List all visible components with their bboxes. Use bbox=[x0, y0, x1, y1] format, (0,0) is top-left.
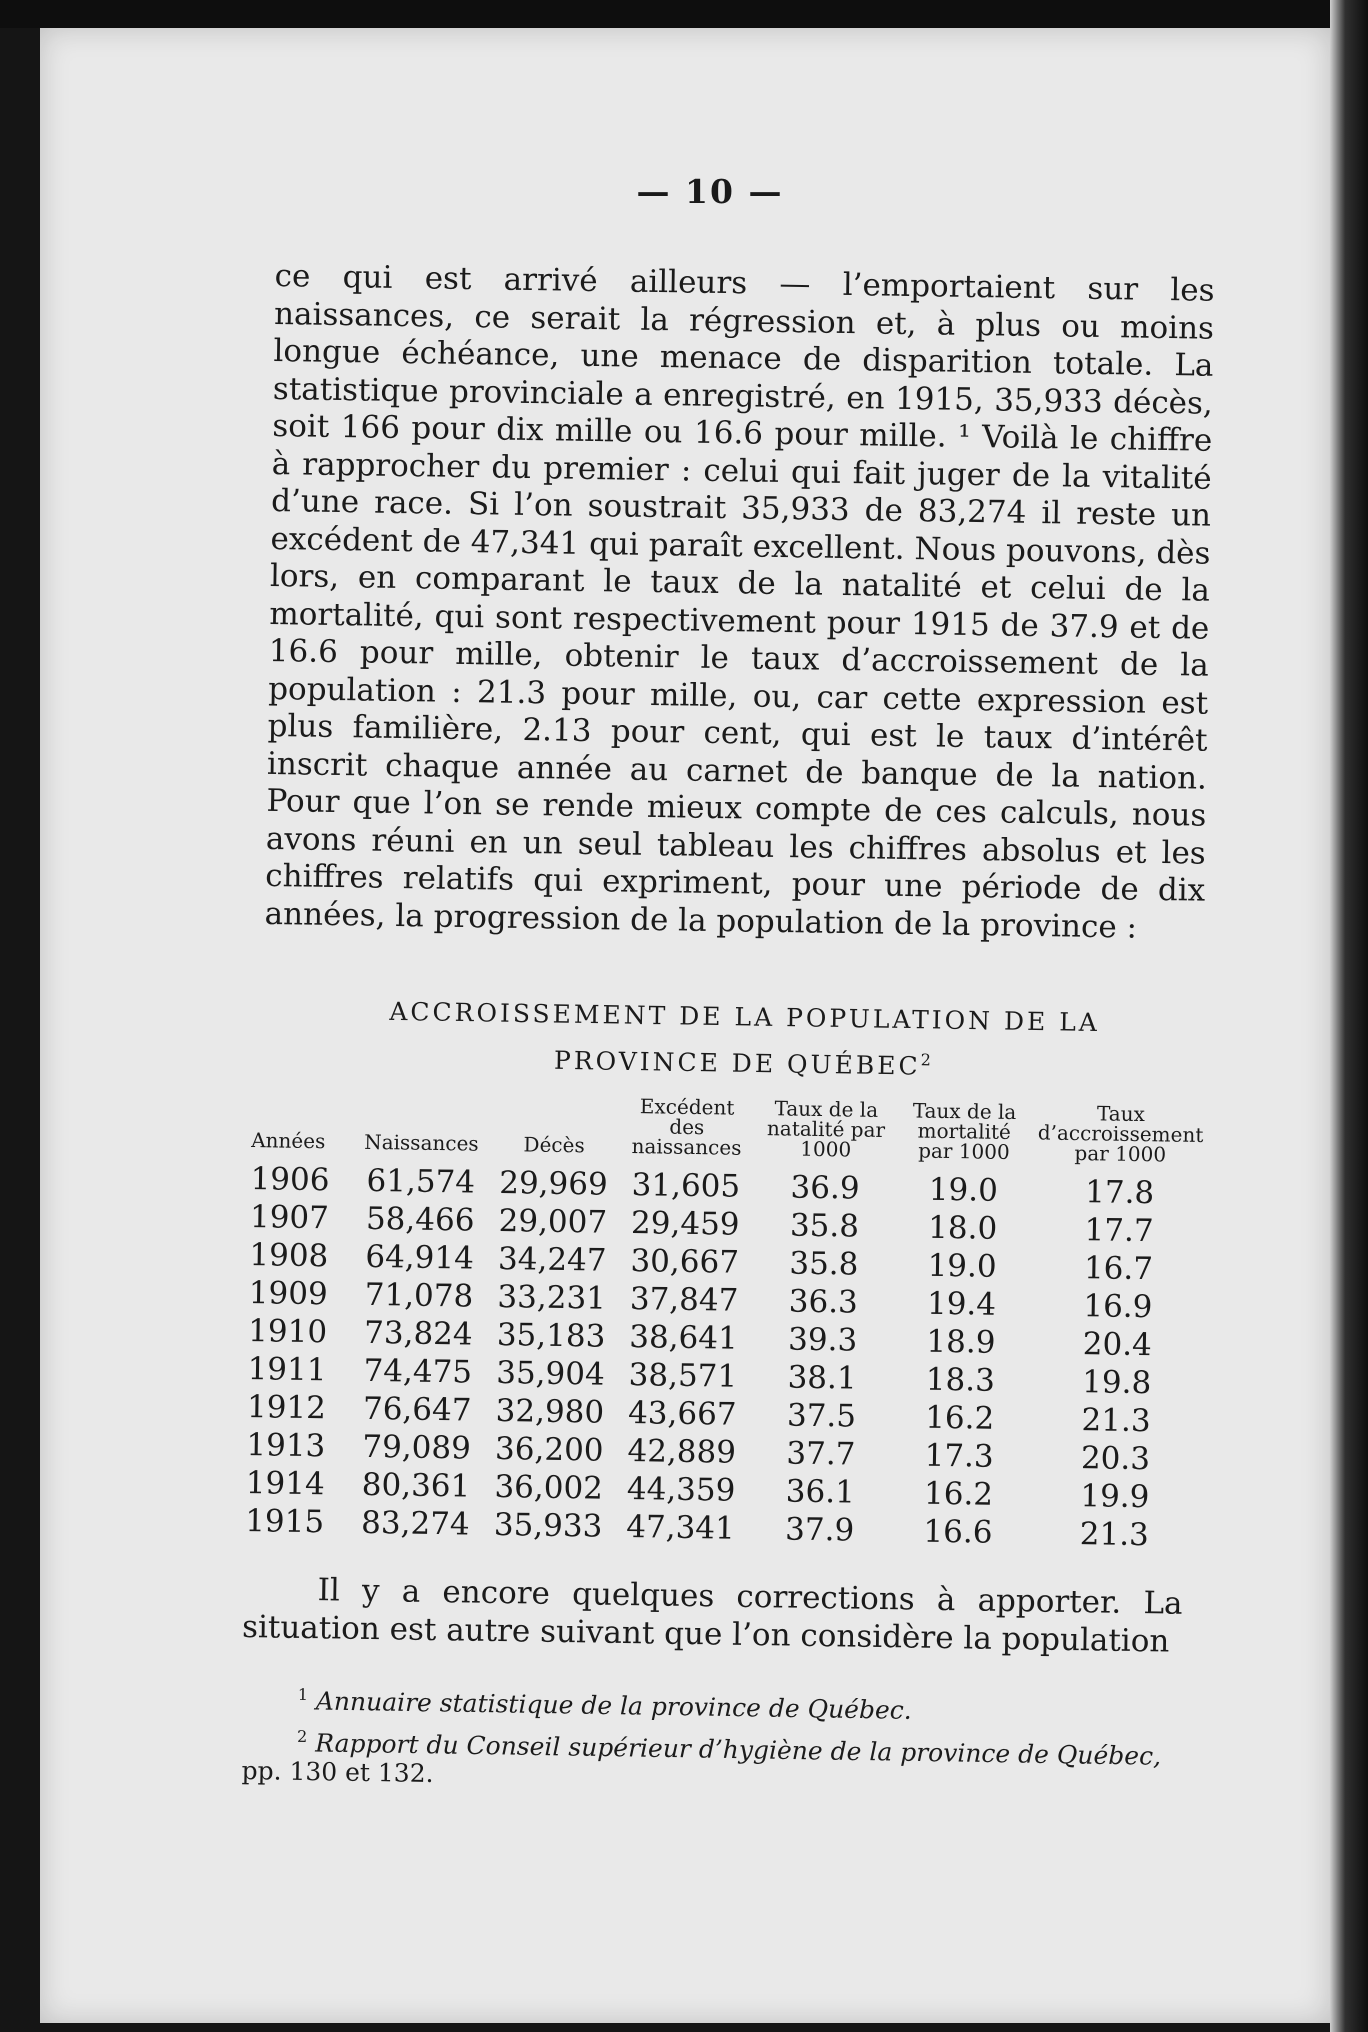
header-deces: Décès bbox=[523, 1132, 585, 1158]
table-cell: 1909 bbox=[248, 1275, 328, 1313]
table-cell: 47,341 bbox=[626, 1508, 736, 1547]
book-binding-edge bbox=[1330, 0, 1368, 2032]
table-cell: 58,466 bbox=[365, 1200, 475, 1239]
table-cell: 34,247 bbox=[497, 1240, 607, 1279]
table-cell: 80,361 bbox=[361, 1466, 471, 1505]
table-cell: 19.0 bbox=[928, 1171, 999, 1209]
population-table bbox=[241, 1090, 1208, 1555]
table-cell: 35,933 bbox=[493, 1506, 603, 1545]
header-mortalite: Taux de la mortalité par 1000 bbox=[912, 1098, 1017, 1164]
table-cell: 1906 bbox=[250, 1161, 330, 1199]
table-cell: 29,969 bbox=[498, 1164, 609, 1203]
table-cell: 31,605 bbox=[631, 1167, 741, 1205]
table-title-line1: ACCROISSEMENT DE LA POPULATION DE LA bbox=[389, 996, 1101, 1038]
table-cell: 17.3 bbox=[924, 1437, 994, 1475]
table-cell: 32,980 bbox=[495, 1392, 605, 1431]
table-title-line2: PROVINCE DE QUÉBEC bbox=[553, 1045, 921, 1081]
table-cell: 37.9 bbox=[784, 1511, 855, 1549]
table-cell: 19.8 bbox=[1081, 1364, 1152, 1402]
table-cell: 1911 bbox=[247, 1351, 327, 1389]
closing-paragraph: Il y a encore quelques corrections à apporter. La situation est autre suivant que l’on considère la population bbox=[241, 1572, 1183, 1660]
table-cell: 42,889 bbox=[627, 1433, 737, 1471]
table-cell: 73,824 bbox=[363, 1314, 473, 1353]
table-cell: 37,847 bbox=[629, 1281, 739, 1319]
table-cell: 20.4 bbox=[1082, 1326, 1153, 1364]
table-title bbox=[269, 990, 1220, 1091]
table-cell: 1907 bbox=[249, 1199, 330, 1237]
table-cell: 35.8 bbox=[789, 1207, 860, 1245]
table-cell: 43,667 bbox=[627, 1395, 737, 1433]
table-cell: 37.5 bbox=[786, 1397, 857, 1435]
table-cell: 83,274 bbox=[360, 1504, 470, 1543]
table-cell: 19.0 bbox=[927, 1247, 997, 1285]
table-cell: 36.9 bbox=[790, 1169, 860, 1207]
table-cell: 21.3 bbox=[1079, 1516, 1150, 1554]
table-cell: 19.4 bbox=[926, 1285, 997, 1323]
table-cell: 29,007 bbox=[498, 1202, 608, 1241]
table-cell: 1915 bbox=[244, 1503, 325, 1541]
table-cell: 79,089 bbox=[362, 1428, 472, 1467]
table-cell: 30,667 bbox=[630, 1243, 740, 1281]
table-cell: 16.2 bbox=[924, 1399, 995, 1437]
table-cell: 1914 bbox=[245, 1465, 326, 1503]
scan-top-edge bbox=[0, 0, 1368, 28]
table-cell: 18.3 bbox=[925, 1361, 996, 1399]
table-cell: 18.9 bbox=[926, 1323, 996, 1361]
table-cell: 1908 bbox=[249, 1237, 329, 1275]
table-cell: 1913 bbox=[246, 1427, 326, 1465]
table-cell: 36,200 bbox=[494, 1430, 604, 1469]
header-naissances: Naissances bbox=[364, 1129, 479, 1156]
header-excedent: Excédent des naissances bbox=[631, 1094, 742, 1160]
table-cell: 19.9 bbox=[1080, 1478, 1150, 1516]
table-cell: 38,641 bbox=[629, 1319, 739, 1357]
footnote-text: Annuaire statistique de la province de Québec. bbox=[315, 1686, 912, 1725]
table-cell: 16.2 bbox=[923, 1475, 994, 1513]
table-cell: 74,475 bbox=[363, 1352, 473, 1391]
table-cell: 36,002 bbox=[494, 1468, 604, 1507]
table-cell: 16.9 bbox=[1083, 1288, 1153, 1326]
footnote-tail: pp. 130 et 132. bbox=[241, 1755, 434, 1788]
table-cell: 35,904 bbox=[495, 1354, 606, 1393]
table-title-footnote-ref: 2 bbox=[920, 1050, 935, 1070]
table-cell: 44,359 bbox=[626, 1471, 736, 1509]
table-cell: 37.7 bbox=[786, 1435, 856, 1473]
table-cell: 35,183 bbox=[496, 1316, 606, 1355]
table-cell: 18.0 bbox=[927, 1209, 998, 1247]
page-number: — 10 — bbox=[636, 172, 784, 211]
table-cell: 38.1 bbox=[787, 1359, 857, 1397]
table-cell: 17.7 bbox=[1084, 1212, 1154, 1250]
table-cell: 20.3 bbox=[1080, 1440, 1151, 1478]
table-cell: 21.3 bbox=[1081, 1402, 1151, 1440]
table-cell: 36.1 bbox=[785, 1473, 856, 1511]
table-cell: 76,647 bbox=[362, 1390, 472, 1429]
table-cell: 39.3 bbox=[787, 1321, 858, 1359]
table-cell: 36.3 bbox=[788, 1283, 859, 1321]
table-cell: 71,078 bbox=[364, 1276, 474, 1315]
table-cell: 29,459 bbox=[630, 1205, 740, 1243]
table-cell: 16.7 bbox=[1083, 1250, 1154, 1288]
table-cell: 38,571 bbox=[628, 1357, 738, 1395]
footnotes bbox=[241, 1680, 1183, 1807]
header-natalite: Taux de la natalité par 1000 bbox=[766, 1096, 886, 1162]
table-cell: 35.8 bbox=[789, 1245, 859, 1283]
table-cell: 1910 bbox=[247, 1313, 328, 1351]
footnote-number: 1 bbox=[297, 1684, 309, 1705]
table-cell: 64,914 bbox=[365, 1238, 475, 1277]
header-annees: Années bbox=[251, 1128, 326, 1154]
body-paragraph: ce qui est arrivé ailleurs — l’emportaient sur les naissances, ce serait la régression et, à plus ou moins longue échéance, une menace de disparition totale. La statistique provinciale a enregistré, en 1915, 35,933 décès, soit 166 pour dix mille ou 16.6 pour mille. ¹ Voilà le chiffre à rapprocher du premier : celui qui fait juger de la vitalité d’une race. Si l’on soustrait 35,933 de 83,274 il reste un excédent de 47,341 qui paraît excellent. Nous pouvons, dès lors, en comparant le taux de la natalité et celui de la mortalité, qui sont respectivement pour 1915 de 37.9 et de 16.6 pour mille, obtenir le taux d’accroissement de la population : 21.3 pour mille, ou, car cette expression est plus familière, 2.13 pour cent, qui est le taux d’intérêt inscrit chaque année au carnet de banque de la nation. Pour que l’on se rende mieux compte de ces calculs, nous avons réuni en un seul tableau les chiffres absolus et les chiffres relatifs qui expriment, pour une période de dix années, la progression de la population de la province : bbox=[264, 258, 1215, 946]
table-cell: 16.6 bbox=[923, 1513, 993, 1551]
table-body bbox=[241, 1160, 1207, 1555]
footnote-2 bbox=[241, 1722, 1182, 1799]
table-cell: 61,574 bbox=[366, 1162, 476, 1201]
footnote-number: 2 bbox=[296, 1727, 308, 1747]
table-cell: 33,231 bbox=[497, 1278, 607, 1317]
header-accroissement: Taux d’accroissement par 1000 bbox=[1037, 1101, 1204, 1167]
footnote-text: Rapport du Conseil supérieur d’hygiène de la province de Québec, bbox=[314, 1728, 1162, 1772]
table-cell: 1912 bbox=[246, 1389, 327, 1427]
table-cell: 17.8 bbox=[1084, 1174, 1155, 1212]
